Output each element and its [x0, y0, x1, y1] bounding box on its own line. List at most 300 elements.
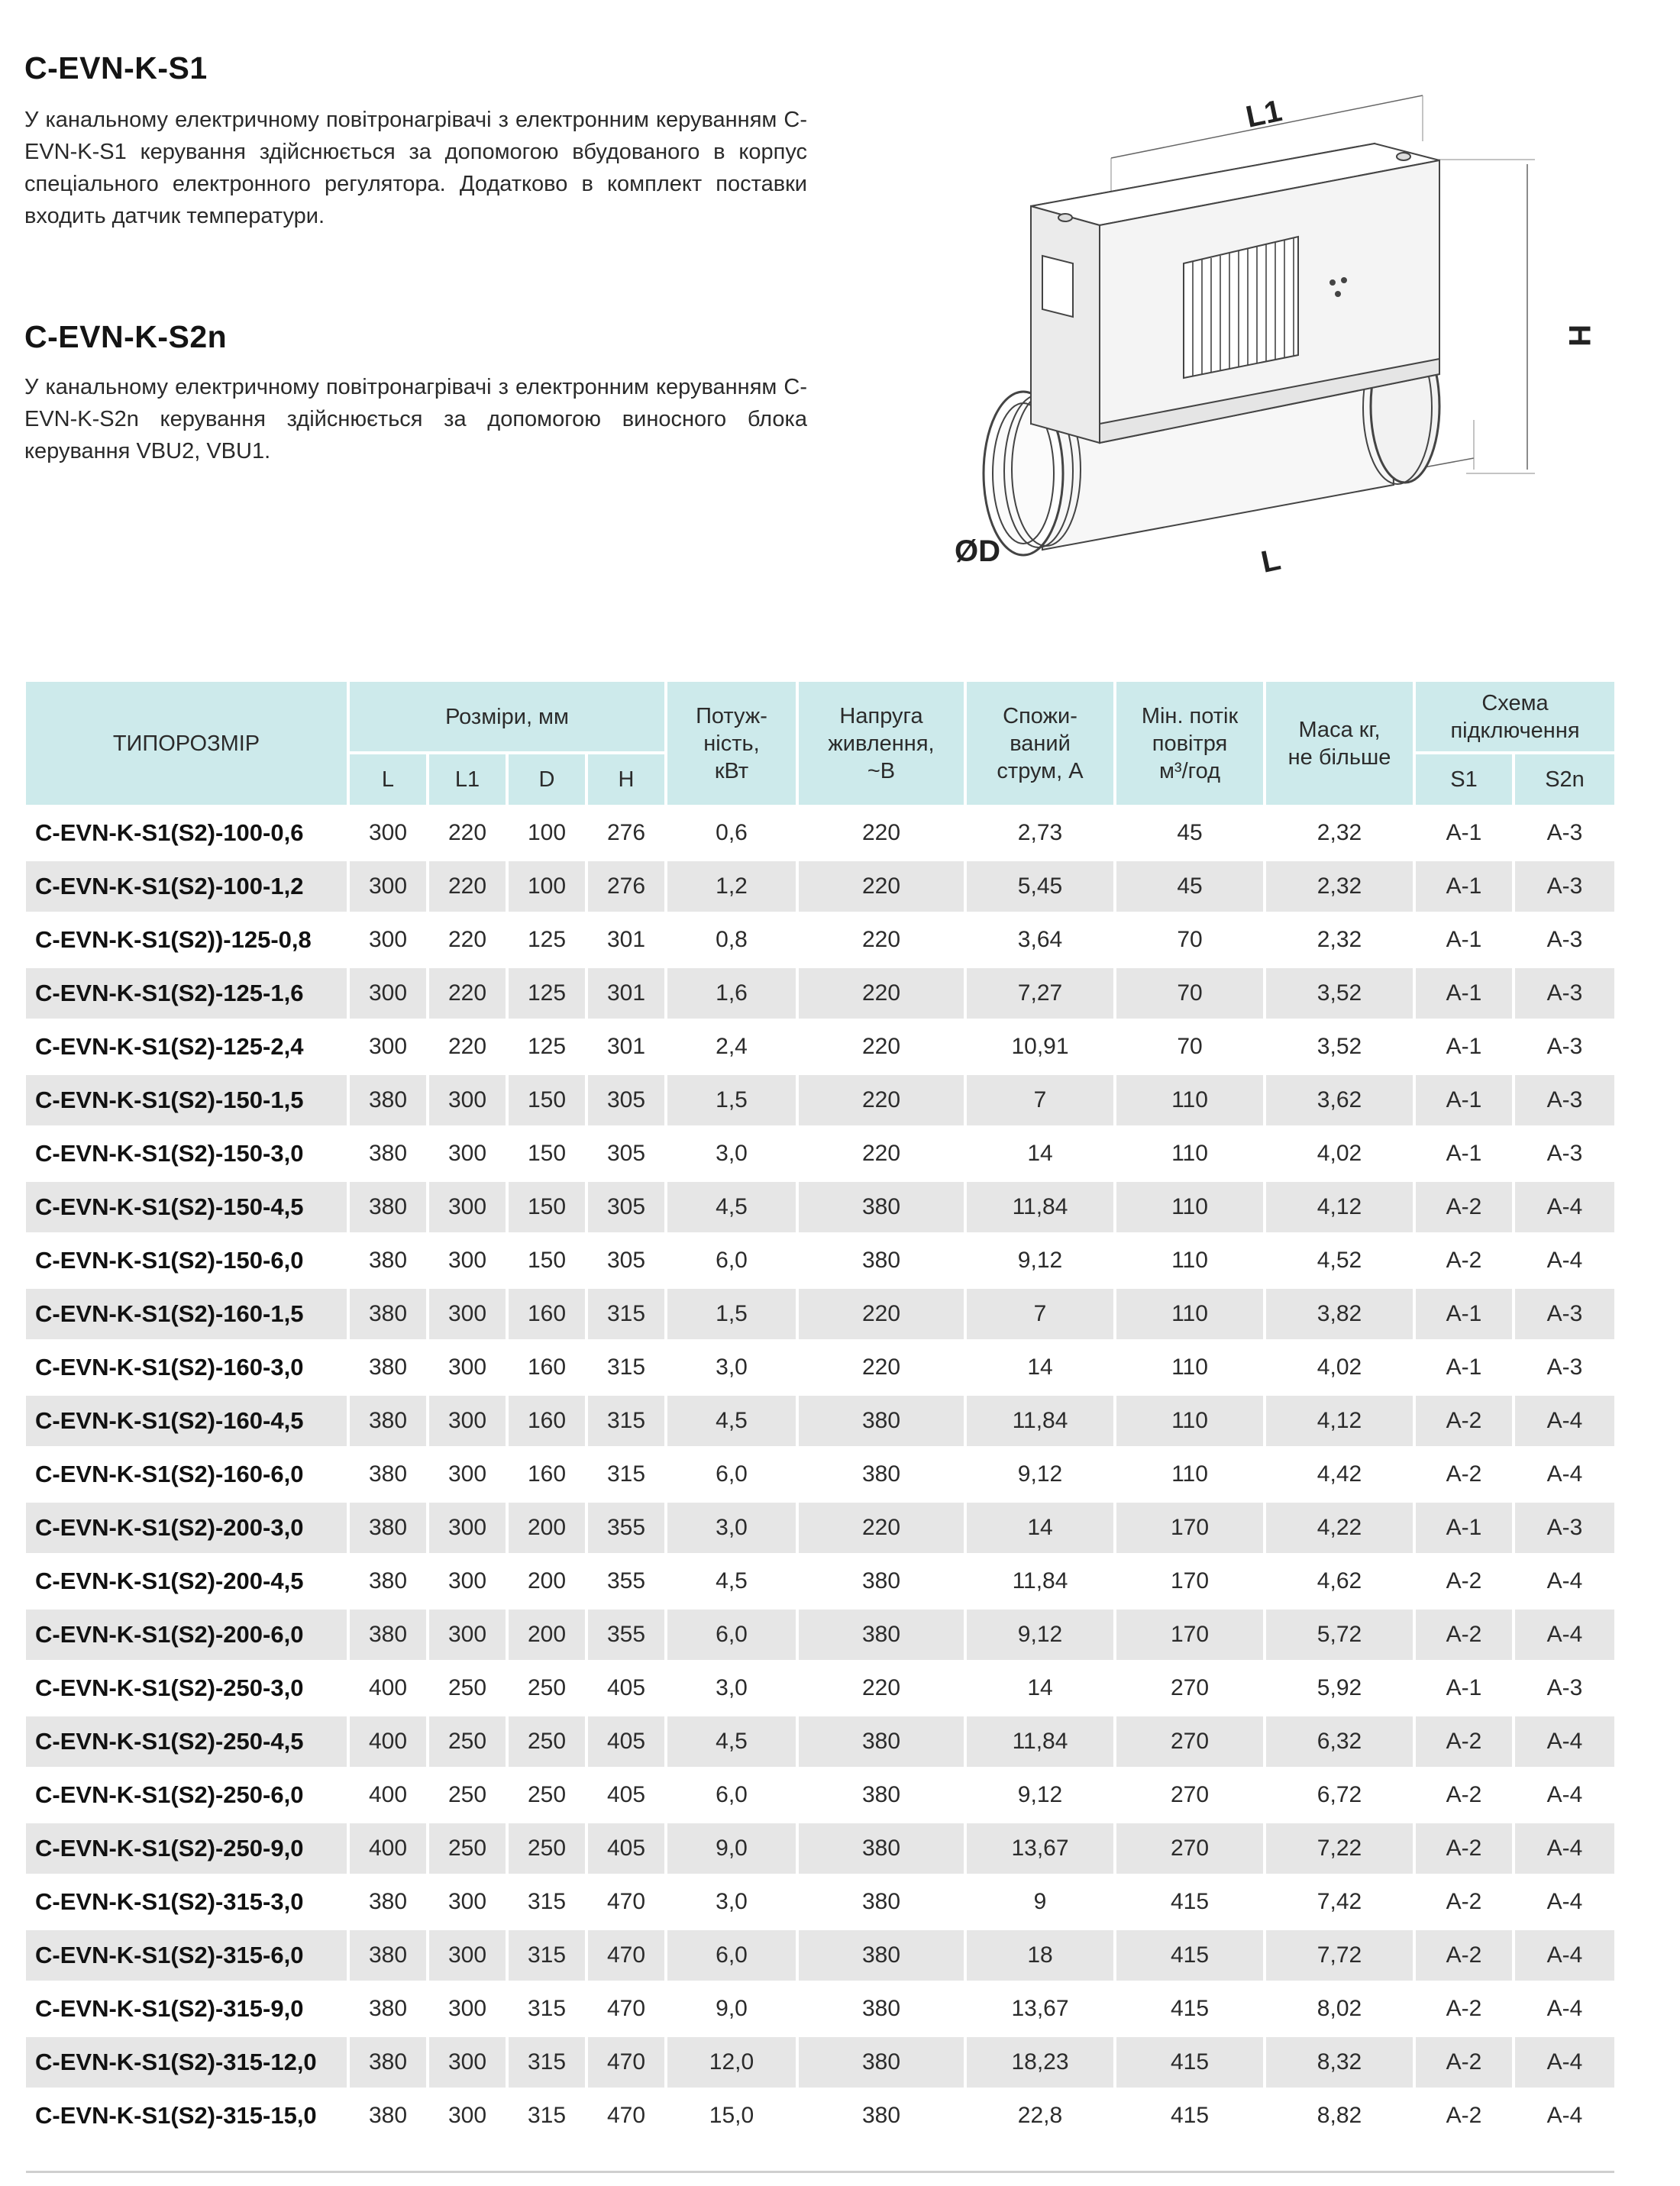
- section2-title-text: C-EVN-K-S2n: [24, 319, 228, 354]
- table-cell: 380: [799, 1182, 967, 1235]
- table-cell: 5,72: [1266, 1610, 1416, 1663]
- table-cell: 150: [509, 1129, 588, 1182]
- table-cell: A-4: [1515, 1449, 1614, 1503]
- table-cell: 3,62: [1266, 1075, 1416, 1129]
- table-cell: 200: [509, 1556, 588, 1610]
- table-cell: 405: [588, 1716, 667, 1770]
- table-cell: 400: [350, 1770, 429, 1823]
- table-row: [26, 1342, 1614, 1396]
- table-cell: 380: [350, 1342, 429, 1396]
- table-cell: 470: [588, 1877, 667, 1930]
- table-cell: 300: [350, 1022, 429, 1075]
- table-cell: 220: [429, 808, 509, 861]
- table-cell: 380: [350, 1235, 429, 1289]
- table-cell: A-4: [1515, 1984, 1614, 2037]
- table-cell: 415: [1116, 2091, 1266, 2144]
- table-cell: 6,0: [667, 1770, 799, 1823]
- table-cell: A-1: [1416, 1289, 1515, 1342]
- table-cell: 300: [350, 968, 429, 1022]
- table-cell: 110: [1116, 1235, 1266, 1289]
- col-h-header: H: [588, 754, 667, 808]
- table-cell: 110: [1116, 1449, 1266, 1503]
- table-row: [26, 1770, 1614, 1823]
- table-cell: 250: [429, 1716, 509, 1770]
- model-cell: C-EVN-K-S1(S2)-250-9,0: [26, 1823, 350, 1877]
- col-airflow-header: Мін. потік повітря м³/год: [1116, 682, 1266, 808]
- table-cell: 18: [967, 1930, 1116, 1984]
- table-cell: 110: [1116, 1182, 1266, 1235]
- table-cell: 2,32: [1266, 915, 1416, 968]
- table-cell: A-3: [1515, 1342, 1614, 1396]
- model-cell: C-EVN-K-S1(S2)-200-4,5: [26, 1556, 350, 1610]
- model-cell: C-EVN-K-S1(S2)-125-2,4: [26, 1022, 350, 1075]
- model-cell: C-EVN-K-S1(S2)-315-6,0: [26, 1930, 350, 1984]
- table-cell: A-3: [1515, 1503, 1614, 1556]
- table-cell: 380: [350, 2037, 429, 2091]
- table-cell: 400: [350, 1823, 429, 1877]
- col-s2n-header: S2n: [1515, 754, 1614, 808]
- table-cell: 276: [588, 861, 667, 915]
- table-cell: 125: [509, 1022, 588, 1075]
- table-cell: 2,32: [1266, 861, 1416, 915]
- table-cell: A-4: [1515, 1877, 1614, 1930]
- table-cell: 3,0: [667, 1342, 799, 1396]
- table-cell: 220: [799, 1129, 967, 1182]
- table-cell: 300: [350, 915, 429, 968]
- table-cell: 12,0: [667, 2037, 799, 2091]
- table-cell: A-1: [1416, 1129, 1515, 1182]
- table-cell: 45: [1116, 808, 1266, 861]
- model-cell: C-EVN-K-S1(S2)-150-4,5: [26, 1182, 350, 1235]
- table-cell: 160: [509, 1289, 588, 1342]
- table-cell: 3,52: [1266, 968, 1416, 1022]
- table-cell: A-3: [1515, 1289, 1614, 1342]
- table-cell: 270: [1116, 1770, 1266, 1823]
- table-cell: 70: [1116, 1022, 1266, 1075]
- model-cell: C-EVN-K-S1(S2)-315-3,0: [26, 1877, 350, 1930]
- model-cell: C-EVN-K-S1(S2)-160-6,0: [26, 1449, 350, 1503]
- model-cell: C-EVN-K-S1(S2)-200-3,0: [26, 1503, 350, 1556]
- table-row: [26, 1289, 1614, 1342]
- table-cell: 250: [429, 1663, 509, 1716]
- table-cell: 305: [588, 1182, 667, 1235]
- col-voltage-header: Напруга живлення, ~В: [799, 682, 967, 808]
- table-cell: 170: [1116, 1610, 1266, 1663]
- table-cell: A-4: [1515, 1770, 1614, 1823]
- table-cell: 14: [967, 1503, 1116, 1556]
- table-cell: A-3: [1515, 968, 1614, 1022]
- table-cell: 380: [350, 1984, 429, 2037]
- table-cell: 380: [350, 1503, 429, 1556]
- table-cell: A-1: [1416, 861, 1515, 915]
- table-cell: 110: [1116, 1129, 1266, 1182]
- table-cell: 1,2: [667, 861, 799, 915]
- table-cell: 8,32: [1266, 2037, 1416, 2091]
- table-cell: 1,5: [667, 1075, 799, 1129]
- table-row: [26, 1449, 1614, 1503]
- table-cell: 3,0: [667, 1877, 799, 1930]
- table-cell: A-2: [1416, 1877, 1515, 1930]
- table-cell: 400: [350, 1663, 429, 1716]
- table-cell: 315: [509, 1984, 588, 2037]
- table-cell: A-4: [1515, 1610, 1614, 1663]
- table-cell: 220: [799, 808, 967, 861]
- section1-title: C-EVN-K-S1: [24, 50, 208, 86]
- table-row: [26, 1610, 1614, 1663]
- table-cell: 70: [1116, 915, 1266, 968]
- table-cell: 380: [350, 1129, 429, 1182]
- table-cell: 380: [350, 1610, 429, 1663]
- table-cell: 380: [350, 1930, 429, 1984]
- table-cell: 300: [429, 1556, 509, 1610]
- table-row: [26, 1663, 1614, 1716]
- model-cell: C-EVN-K-S1(S2)-160-3,0: [26, 1342, 350, 1396]
- table-cell: 150: [509, 1075, 588, 1129]
- table-cell: 4,12: [1266, 1396, 1416, 1449]
- model-cell: C-EVN-K-S1(S2)-315-15,0: [26, 2091, 350, 2144]
- table-cell: 380: [350, 1556, 429, 1610]
- model-cell: C-EVN-K-S1(S2))-125-0,8: [26, 915, 350, 968]
- table-cell: 355: [588, 1556, 667, 1610]
- table-cell: A-3: [1515, 1129, 1614, 1182]
- table-cell: 301: [588, 968, 667, 1022]
- model-cell: C-EVN-K-S1(S2)-200-6,0: [26, 1610, 350, 1663]
- table-cell: A-4: [1515, 1235, 1614, 1289]
- table-cell: 315: [588, 1449, 667, 1503]
- table-cell: 4,22: [1266, 1503, 1416, 1556]
- table-cell: 14: [967, 1129, 1116, 1182]
- section1-description: У канальному електричному повітронагрівачі з електронним керуванням C-EVN-K-S1 керування здійснюється за допомогою вбудованого в корпус спеціального електронного регулятора. Додатково в комплект поставки входить датчик температури.: [24, 108, 807, 228]
- table-cell: 270: [1116, 1716, 1266, 1770]
- table-row: [26, 1396, 1614, 1449]
- table-cell: 160: [509, 1449, 588, 1503]
- table-row: [26, 1984, 1614, 2037]
- table-cell: 11,84: [967, 1396, 1116, 1449]
- table-cell: 300: [429, 1930, 509, 1984]
- table-cell: 220: [799, 861, 967, 915]
- table-cell: 300: [429, 1075, 509, 1129]
- specs-table: [26, 682, 1614, 2144]
- model-cell: C-EVN-K-S1(S2)-125-1,6: [26, 968, 350, 1022]
- table-cell: 220: [799, 968, 967, 1022]
- table-cell: A-4: [1515, 1930, 1614, 1984]
- model-cell: C-EVN-K-S1(S2)-250-3,0: [26, 1663, 350, 1716]
- table-cell: 150: [509, 1182, 588, 1235]
- table-cell: 220: [799, 915, 967, 968]
- table-cell: 13,67: [967, 1984, 1116, 2037]
- table-cell: 380: [799, 1823, 967, 1877]
- table-cell: 100: [509, 808, 588, 861]
- col-l1-header: L1: [429, 754, 509, 808]
- table-cell: 3,82: [1266, 1289, 1416, 1342]
- model-cell: C-EVN-K-S1(S2)-160-4,5: [26, 1396, 350, 1449]
- table-cell: 250: [509, 1770, 588, 1823]
- table-cell: 4,5: [667, 1182, 799, 1235]
- table-cell: 380: [350, 1449, 429, 1503]
- table-cell: 9,12: [967, 1610, 1116, 1663]
- table-cell: 220: [429, 1022, 509, 1075]
- table-cell: A-2: [1416, 1449, 1515, 1503]
- col-l-header: L: [350, 754, 429, 808]
- table-cell: 4,5: [667, 1716, 799, 1770]
- table-cell: 415: [1116, 1984, 1266, 2037]
- table-cell: 305: [588, 1129, 667, 1182]
- table-row: [26, 861, 1614, 915]
- table-cell: A-1: [1416, 1503, 1515, 1556]
- table-cell: 220: [799, 1022, 967, 1075]
- table-row: [26, 1930, 1614, 1984]
- table-cell: 6,0: [667, 1610, 799, 1663]
- table-cell: A-4: [1515, 2091, 1614, 2144]
- table-cell: A-4: [1515, 1182, 1614, 1235]
- table-cell: 300: [429, 1342, 509, 1396]
- table-cell: 14: [967, 1663, 1116, 1716]
- table-cell: 380: [350, 1877, 429, 1930]
- table-row: [26, 1877, 1614, 1930]
- specs-table-body: [26, 808, 1614, 2144]
- table-cell: 250: [429, 1770, 509, 1823]
- table-cell: 250: [509, 1716, 588, 1770]
- table-cell: 300: [429, 1984, 509, 2037]
- col-scheme-header: Схема підключення: [1416, 682, 1614, 754]
- table-cell: 1,6: [667, 968, 799, 1022]
- table-cell: 276: [588, 808, 667, 861]
- table-cell: 2,32: [1266, 808, 1416, 861]
- dim-h-label: H: [1562, 325, 1596, 347]
- table-cell: A-2: [1416, 1716, 1515, 1770]
- table-cell: 380: [799, 1930, 967, 1984]
- model-cell: C-EVN-K-S1(S2)-150-3,0: [26, 1129, 350, 1182]
- table-cell: 300: [429, 1610, 509, 1663]
- table-row: [26, 915, 1614, 968]
- table-cell: 11,84: [967, 1182, 1116, 1235]
- table-cell: 1,5: [667, 1289, 799, 1342]
- table-row: [26, 2091, 1614, 2144]
- table-cell: 125: [509, 915, 588, 968]
- table-cell: 3,0: [667, 1503, 799, 1556]
- section2-description: У канальному електричному повітронагрівачі з електронним керуванням C-EVN-K-S2n керування здійснюється за допомогою виносного блока керування VBU2, VBU1.: [24, 375, 807, 463]
- table-cell: 380: [799, 1556, 967, 1610]
- table-cell: 301: [588, 1022, 667, 1075]
- table-cell: 11,84: [967, 1716, 1116, 1770]
- table-cell: A-1: [1416, 915, 1515, 968]
- table-cell: 380: [799, 1396, 967, 1449]
- table-cell: 110: [1116, 1075, 1266, 1129]
- table-row: [26, 2037, 1614, 2091]
- table-cell: 380: [799, 1449, 967, 1503]
- table-cell: 3,52: [1266, 1022, 1416, 1075]
- table-cell: 250: [509, 1823, 588, 1877]
- model-cell: C-EVN-K-S1(S2)-315-9,0: [26, 1984, 350, 2037]
- table-row: [26, 808, 1614, 861]
- table-cell: 220: [429, 968, 509, 1022]
- col-power-header: Потуж- ність, кВт: [667, 682, 799, 808]
- table-cell: 380: [350, 1075, 429, 1129]
- table-cell: A-3: [1515, 1075, 1614, 1129]
- model-cell: C-EVN-K-S1(S2)-150-1,5: [26, 1075, 350, 1129]
- section2-title: [24, 319, 227, 355]
- table-cell: 125: [509, 968, 588, 1022]
- table-row: [26, 1022, 1614, 1075]
- table-cell: 18,23: [967, 2037, 1116, 2091]
- table-cell: 355: [588, 1503, 667, 1556]
- table-cell: 15,0: [667, 2091, 799, 2144]
- table-cell: A-3: [1515, 915, 1614, 968]
- model-cell: C-EVN-K-S1(S2)-250-4,5: [26, 1716, 350, 1770]
- table-cell: 305: [588, 1075, 667, 1129]
- table-cell: 315: [509, 1877, 588, 1930]
- table-cell: 250: [509, 1663, 588, 1716]
- col-model-header: ТИПОРОЗМІР: [26, 682, 350, 808]
- table-cell: 170: [1116, 1556, 1266, 1610]
- table-cell: 315: [509, 2037, 588, 2091]
- table-cell: 7: [967, 1075, 1116, 1129]
- col-current-header: Спожи- ваний струм, А: [967, 682, 1116, 808]
- table-cell: 160: [509, 1342, 588, 1396]
- table-cell: A-2: [1416, 1235, 1515, 1289]
- table-cell: 7: [967, 1289, 1116, 1342]
- table-cell: 220: [799, 1289, 967, 1342]
- table-cell: 6,32: [1266, 1716, 1416, 1770]
- table-cell: 405: [588, 1823, 667, 1877]
- table-cell: 8,82: [1266, 2091, 1416, 2144]
- table-cell: A-1: [1416, 1342, 1515, 1396]
- model-cell: C-EVN-K-S1(S2)-160-1,5: [26, 1289, 350, 1342]
- table-cell: 305: [588, 1235, 667, 1289]
- table-cell: 0,6: [667, 808, 799, 861]
- table-cell: A-4: [1515, 2037, 1614, 2091]
- table-cell: A-1: [1416, 968, 1515, 1022]
- table-cell: 7,42: [1266, 1877, 1416, 1930]
- table-cell: 5,92: [1266, 1663, 1416, 1716]
- table-row: [26, 1235, 1614, 1289]
- table-cell: 380: [350, 1289, 429, 1342]
- table-cell: 315: [588, 1396, 667, 1449]
- table-cell: 4,02: [1266, 1129, 1416, 1182]
- table-cell: 415: [1116, 1877, 1266, 1930]
- table-cell: 300: [350, 861, 429, 915]
- table-cell: 220: [799, 1503, 967, 1556]
- table-cell: 415: [1116, 1930, 1266, 1984]
- table-cell: 400: [350, 1716, 429, 1770]
- table-cell: 7,72: [1266, 1930, 1416, 1984]
- table-cell: 110: [1116, 1289, 1266, 1342]
- col-sizes-header: Розміри, мм: [350, 682, 667, 754]
- table-cell: 315: [509, 1930, 588, 1984]
- table-cell: 380: [799, 1984, 967, 2037]
- table-cell: 2,73: [967, 808, 1116, 861]
- table-cell: 10,91: [967, 1022, 1116, 1075]
- table-cell: 100: [509, 861, 588, 915]
- table-cell: 220: [799, 1075, 967, 1129]
- table-cell: 70: [1116, 968, 1266, 1022]
- table-cell: 45: [1116, 861, 1266, 915]
- table-cell: 11,84: [967, 1556, 1116, 1610]
- table-cell: 405: [588, 1663, 667, 1716]
- table-cell: 6,0: [667, 1235, 799, 1289]
- table-cell: 270: [1116, 1663, 1266, 1716]
- table-cell: 300: [429, 1235, 509, 1289]
- table-cell: 4,12: [1266, 1182, 1416, 1235]
- table-cell: 380: [799, 2091, 967, 2144]
- table-cell: 300: [429, 1289, 509, 1342]
- table-cell: 9: [967, 1877, 1116, 1930]
- table-cell: 315: [509, 2091, 588, 2144]
- table-cell: 3,0: [667, 1129, 799, 1182]
- table-cell: 405: [588, 1770, 667, 1823]
- col-s1-header: S1: [1416, 754, 1515, 808]
- table-row: [26, 1823, 1614, 1877]
- table-cell: 380: [799, 1610, 967, 1663]
- table-cell: 270: [1116, 1823, 1266, 1877]
- table-cell: 315: [588, 1342, 667, 1396]
- bottom-divider: [26, 2171, 1614, 2173]
- table-cell: 9,12: [967, 1235, 1116, 1289]
- table-cell: 380: [799, 1877, 967, 1930]
- table-cell: 301: [588, 915, 667, 968]
- table-cell: 300: [429, 1503, 509, 1556]
- table-row: [26, 1182, 1614, 1235]
- table-cell: A-2: [1416, 2037, 1515, 2091]
- table-cell: 300: [429, 1129, 509, 1182]
- table-cell: 300: [429, 1877, 509, 1930]
- table-cell: 380: [350, 1396, 429, 1449]
- table-cell: 4,62: [1266, 1556, 1416, 1610]
- heater-drawing: [947, 73, 1619, 638]
- table-cell: 3,64: [967, 915, 1116, 968]
- table-cell: 150: [509, 1235, 588, 1289]
- model-cell: C-EVN-K-S1(S2)-100-0,6: [26, 808, 350, 861]
- table-cell: 9,12: [967, 1770, 1116, 1823]
- table-cell: 5,45: [967, 861, 1116, 915]
- dim-l1-label: L1: [1242, 94, 1285, 134]
- table-cell: 220: [429, 861, 509, 915]
- col-d-header: D: [509, 754, 588, 808]
- table-cell: A-3: [1515, 1663, 1614, 1716]
- model-cell: C-EVN-K-S1(S2)-315-12,0: [26, 2037, 350, 2091]
- table-cell: 300: [429, 1396, 509, 1449]
- table-cell: A-2: [1416, 1823, 1515, 1877]
- table-cell: A-1: [1416, 1022, 1515, 1075]
- table-cell: 200: [509, 1610, 588, 1663]
- table-cell: 110: [1116, 1396, 1266, 1449]
- table-cell: 470: [588, 2091, 667, 2144]
- table-cell: A-4: [1515, 1823, 1614, 1877]
- table-cell: 380: [799, 1716, 967, 1770]
- table-cell: 315: [588, 1289, 667, 1342]
- table-cell: 110: [1116, 1342, 1266, 1396]
- table-cell: 2,4: [667, 1022, 799, 1075]
- table-cell: A-2: [1416, 1610, 1515, 1663]
- table-cell: 300: [429, 1449, 509, 1503]
- table-cell: A-2: [1416, 2091, 1515, 2144]
- model-cell: C-EVN-K-S1(S2)-100-1,2: [26, 861, 350, 915]
- table-cell: 9,12: [967, 1449, 1116, 1503]
- table-cell: A-1: [1416, 1075, 1515, 1129]
- table-cell: 9,0: [667, 1823, 799, 1877]
- col-mass-header: Маса кг, не більше: [1266, 682, 1416, 808]
- model-cell: C-EVN-K-S1(S2)-250-6,0: [26, 1770, 350, 1823]
- table-cell: 220: [799, 1663, 967, 1716]
- table-cell: 6,0: [667, 1449, 799, 1503]
- table-cell: 250: [429, 1823, 509, 1877]
- table-cell: 300: [429, 2037, 509, 2091]
- table-cell: A-4: [1515, 1556, 1614, 1610]
- table-cell: A-2: [1416, 1396, 1515, 1449]
- table-cell: 355: [588, 1610, 667, 1663]
- table-cell: 380: [350, 1182, 429, 1235]
- table-cell: 300: [429, 2091, 509, 2144]
